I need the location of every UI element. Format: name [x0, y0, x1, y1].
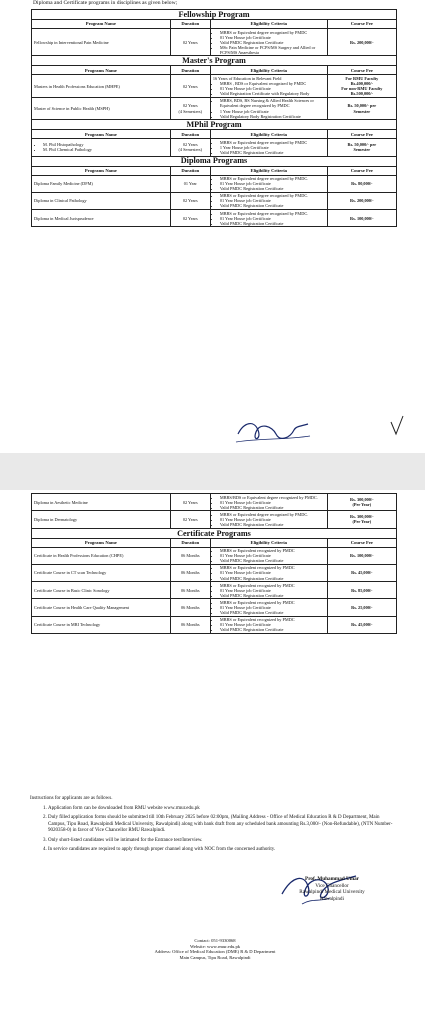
criteria-item: • MBBS or Equivalent degree recognized by PMDC.: [220, 193, 325, 198]
header-eligibility: Eligibility Criteria: [210, 20, 327, 29]
duration-cell: [170, 139, 210, 156]
eligibility-cell: [210, 75, 327, 97]
duration-cell: [170, 599, 210, 616]
program-name: Certificate Course in Health Care Quality Management: [32, 599, 171, 616]
eligibility-cell: [210, 97, 327, 119]
program-name: Certificate Course in MRI Technology: [32, 616, 171, 633]
eligibility-cell: [210, 582, 327, 599]
fellowship-program-title: Fellowship Program: [32, 10, 397, 20]
program-name: Certificate Course in Basic Clinic Sonology: [32, 582, 171, 599]
criteria-item: • Valid Regulatory Body Registration Certificate: [220, 114, 325, 119]
course-fee: Rs. 80,000/-: [351, 181, 373, 187]
criteria-list: [213, 193, 325, 208]
course-fee-cell: [327, 97, 396, 119]
table-row: [32, 582, 397, 599]
duration-cell: [170, 547, 210, 564]
program-name: Fellowship in Interventional Pain Medicine: [32, 29, 171, 56]
instruction-item: 2. Duly filled application forms should be submitted till 10th February 2025 before 02:00pm, (Mailing Address - Office of Medical Education R & D Department, Main Campus, Tipu Road, Rawalpindi Medical University, Rawalpindi) along with bank draft from any scheduled bank amounting Rs.3,000/- (Non-Refundable), (NTN Number-9020358-0) in favor of Vice Chancellor RMU Rawalpindi.: [48, 815, 396, 835]
table-header-row: [32, 538, 397, 547]
criteria-item: • Valid PMDC Registration Certificate: [220, 505, 325, 510]
eligibility-cell: [210, 616, 327, 633]
eligibility-cell: [210, 599, 327, 616]
criteria-list: [213, 617, 325, 632]
criteria-item: • 1 Year House job Certificate: [220, 109, 325, 114]
criteria-item: • MBBS or Equivalent recognized by PMDC: [220, 565, 325, 570]
table-row: [32, 97, 397, 119]
criteria-item: • MBBS or Equivalent recognized by PMDC: [220, 548, 325, 553]
course-fee: Rs. 85,000/-: [351, 587, 373, 593]
course-fee-line: (Per Year): [352, 519, 372, 525]
criteria-item: • MBBS or Equivalent degree recognized by PMDC.: [220, 211, 325, 216]
table-row: [32, 564, 397, 581]
table-row: [32, 547, 397, 564]
criteria-item: • 01 Year House job Certificate: [220, 570, 325, 575]
program-name: • M. Phil Histopathology: [43, 142, 168, 147]
course-fee: Rs. 200,000/-: [350, 198, 374, 204]
table-row: [32, 75, 397, 97]
criteria-list: [213, 30, 325, 55]
duration-value: 06 Months: [181, 553, 200, 559]
criteria-item: • Valid PMDC Registration Certificate: [220, 522, 325, 527]
course-fee-line: Rs. 50,000/- per: [347, 103, 377, 109]
header-duration: Duration: [170, 166, 210, 175]
duration-value: 02 Years: [182, 516, 198, 522]
course-fee-line: For RMU Faculty: [345, 75, 379, 81]
course-fee-cell: [327, 599, 396, 616]
criteria-item: • 01 Year House job Certificate: [220, 622, 325, 627]
duration-value: 02 Years: [182, 103, 198, 109]
duration-cell: [170, 511, 210, 528]
criteria-item: • MBBS or Equivalent degree recognized by PMDC: [220, 30, 325, 35]
header-eligibility: Eligibility Criteria: [210, 66, 327, 75]
duration-cell: [170, 494, 210, 511]
instructions-section: [30, 796, 396, 857]
criteria-item: • 01 Year House job Certificate: [220, 86, 325, 91]
course-fee: Rs. 100,000/-: [350, 215, 374, 221]
signature-scribble-1: [232, 412, 312, 446]
criteria-item: • Valid PMDC Registration Certificate: [220, 593, 325, 598]
mphil-program-title-row: [32, 120, 397, 130]
criteria-list: [213, 548, 325, 563]
course-fee: Rs. 25,000/-: [351, 605, 373, 610]
header-course-fee: Course Fee: [327, 66, 396, 75]
eligibility-cell: [210, 564, 327, 581]
document-page-2: [0, 490, 425, 1024]
duration-value: 02 Years: [182, 215, 198, 221]
criteria-item: • Valid PMDC Registration Certificate: [220, 558, 325, 563]
course-fee-line: (Per Year): [352, 502, 372, 508]
header-course-fee: Course Fee: [327, 20, 396, 29]
header-program-name: Program Name: [32, 20, 171, 29]
duration-cell: [170, 97, 210, 119]
course-fee-line: Rs.400,000/-: [350, 81, 374, 87]
criteria-list: [213, 495, 325, 510]
criteria-item: • Valid PMDC Registration Certificate: [220, 627, 325, 632]
criteria-item: • MBBS or Equivalent recognized by PMDC: [220, 600, 325, 605]
criteria-item: • 01 Year House job Certificate: [220, 198, 325, 203]
course-fee-cell: [327, 494, 396, 511]
course-fee: Rs. 200,000/-: [350, 39, 374, 45]
criteria-list: [213, 98, 325, 118]
course-fee-cell: [327, 564, 396, 581]
table-header-row: [32, 20, 397, 29]
criteria-item: • MBBS or Equivalent recognized by PMDC: [220, 583, 325, 588]
criteria-item: • MBBS or Equivalent degree recognized by PMDC: [220, 140, 325, 145]
table-row: [32, 210, 397, 227]
table-row: [32, 494, 397, 511]
course-fee-cell: [327, 210, 396, 227]
signatory-city: Rawalpindi: [320, 895, 344, 902]
criteria-item: • Valid PMDC Registration Certificate: [220, 40, 325, 45]
contact-phone: Contact: 051-9330068: [194, 938, 236, 943]
eligibility-cell: [210, 139, 327, 156]
criteria-list: [213, 565, 325, 580]
eligibility-cell: [210, 210, 327, 227]
table-header-row: [32, 166, 397, 175]
duration-semesters: (4 Semesters): [178, 108, 203, 114]
instructions-list: [30, 806, 396, 854]
course-fee: Rs. 45,000/-: [351, 570, 373, 576]
header-program-name: Programs Name: [32, 130, 171, 139]
criteria-item: • MBBS or Equivalent degree recognized by PMDC.: [220, 176, 325, 181]
signatory-org: Rawalpindi Medical University: [299, 889, 365, 895]
diploma-program-title: Diploma Programs: [32, 156, 397, 166]
program-name: Master of Science in Public Health (MSPH): [32, 97, 171, 119]
mphil-names-list: [34, 142, 168, 152]
header-program-name: Programs Name: [32, 538, 171, 547]
criteria-item: • 01 Year House job Certificate: [220, 35, 325, 40]
criteria-item: • 1 Year House job Certificate: [220, 145, 325, 150]
header-course-fee: Course Fee: [327, 166, 396, 175]
course-fee-line: Rs. 50,000/- per: [347, 142, 377, 148]
header-duration: Duration: [170, 20, 210, 29]
duration-value: 06 Months: [181, 622, 200, 628]
table-header-row: [32, 66, 397, 75]
criteria-item: • Valid PMDC Registration Certificate: [220, 150, 325, 155]
criteria-list: [213, 211, 325, 226]
instructions-heading: Instructions for applicants are as follows.: [30, 796, 113, 801]
duration-value: 02 Years: [182, 142, 198, 148]
contact-address-line-1: Address: Office of Medical Education (DME) R & D Department: [154, 949, 276, 955]
eligibility-cell: [210, 175, 327, 192]
program-name: Diploma in Dermatology: [32, 511, 171, 528]
fellowship-program-title-row: [32, 10, 397, 20]
eligibility-cell: [210, 547, 327, 564]
certificate-program-title-row: [32, 528, 397, 538]
signatory-name: Prof. Muhammad Umar: [305, 876, 359, 882]
table-row: [32, 29, 397, 56]
instruction-item: 4. In service candidates are required to apply through proper channel along with NOC from the concerned authority.: [48, 847, 396, 854]
course-fee-cell: [327, 139, 396, 156]
duration-cell: [170, 192, 210, 209]
course-fee-cell: [327, 616, 396, 633]
duration-value: 01 Year: [183, 181, 197, 187]
intro-text: Diploma and Certificate programs in disciplines as given below;: [33, 0, 178, 6]
duration-cell: [170, 582, 210, 599]
duration-value: 02 Years: [182, 499, 198, 505]
criteria-item: • MBBS , BDS or Equivalent recognized by PMDC: [220, 81, 325, 86]
course-fee: Rs. 100,000/-: [350, 553, 374, 559]
program-name: • M. Phil Chemical Pathology: [43, 147, 168, 152]
criteria-item: • MBBS, BDS, BS Nursing & Allied Health Sciences or Equivalent degree recognized by PMDC: [220, 98, 325, 108]
header-duration: Duration: [170, 66, 210, 75]
course-fee-cell: [327, 29, 396, 56]
criteria-item: • Valid PMDC Registration Certificate: [220, 221, 325, 226]
check-mark-icon: [390, 414, 404, 436]
course-fee-line: Rs.500,000/-: [350, 91, 374, 97]
criteria-item: • Valid PMDC Registration Certificate: [220, 186, 325, 191]
criteria-item: • Valid PMDC Registration Certificate: [220, 610, 325, 615]
contact-address-line-2: Main Campus, Tipu Road, Rawalpindi: [179, 954, 251, 960]
eligibility-cell: [210, 511, 327, 528]
criteria-item: • 01 Year House job Certificate: [220, 500, 325, 505]
table-row: [32, 599, 397, 616]
course-fee-line: Semester: [353, 108, 371, 114]
criteria-item: • MBBS/BDS or Equivalent degree recognized by PMDC.: [220, 495, 325, 500]
course-fee: Rs. 45,000/-: [351, 622, 373, 628]
instruction-item: 1. Application form can be downloaded from RMU website www.rmur.edu.pk: [48, 806, 396, 813]
course-fee-cell: [327, 175, 396, 192]
duration-cell: [170, 29, 210, 56]
duration-value: 06 Months: [181, 570, 200, 576]
duration-value: 06 Months: [181, 605, 200, 610]
criteria-item: • MBBS or Equivalent degree recognized by PMDC.: [220, 512, 325, 517]
eligibility-cell: [210, 192, 327, 209]
certificate-program-title: Certificate Programs: [32, 528, 397, 538]
program-name: Certificate in Health Professions Education (CHPE): [32, 547, 171, 564]
mphil-names-cell: [32, 139, 171, 156]
signatory-title: Vice Chancellor: [315, 882, 349, 889]
signatory-block: [262, 876, 402, 902]
criteria-list: [213, 81, 325, 96]
header-eligibility: Eligibility Criteria: [210, 538, 327, 547]
criteria-item: • MSc Pain Medicine or FCPS/MS Surgery and Allied or FCPS/MS Anaesthesia: [220, 45, 325, 55]
course-fee-cell: [327, 547, 396, 564]
criteria-item: • 01 Year House job Certificate: [220, 181, 325, 186]
contact-block: [90, 938, 340, 960]
header-program-name: Programs Name: [32, 166, 171, 175]
criteria-item: • Valid PMDC Registration Certificate: [220, 203, 325, 208]
duration-value: 06 Months: [181, 587, 200, 593]
eligibility-cell: [210, 29, 327, 56]
duration-cell: [170, 210, 210, 227]
criteria-item: • 01 Year House job Certificate: [220, 588, 325, 593]
course-fee-cell: [327, 75, 396, 97]
program-name: Diploma in Medical Jurisprudence: [32, 210, 171, 227]
header-duration: Duration: [170, 538, 210, 547]
program-name: Diploma in Aesthetic Medicine: [32, 494, 171, 511]
criteria-plain: 16 Years of Education in Relevant Field: [212, 75, 282, 81]
program-name: Masters in Health Professions Education (MHPE): [32, 75, 171, 97]
criteria-item: • 01 Year House job Certificate: [220, 517, 325, 522]
header-eligibility: Eligibility Criteria: [210, 166, 327, 175]
header-program-name: Programs Name: [32, 66, 171, 75]
criteria-list: [213, 600, 325, 615]
masters-program-title-row: [32, 56, 397, 66]
program-name: Diploma in Clinical Pathology: [32, 192, 171, 209]
table-row: [32, 175, 397, 192]
table-row: [32, 192, 397, 209]
duration-semesters: (4 Semesters): [178, 147, 203, 153]
programs-table-page-2: [31, 493, 397, 634]
table-row: [32, 511, 397, 528]
course-fee-line: Semester: [353, 147, 371, 153]
criteria-list: [213, 583, 325, 598]
criteria-item: • 01 Year House job Certificate: [220, 605, 325, 610]
criteria-item: • Valid PMDC Registration Certificate: [220, 576, 325, 581]
criteria-item: • 01 Year House job Certificate: [220, 216, 325, 221]
duration-cell: [170, 75, 210, 97]
header-eligibility: Eligibility Criteria: [210, 130, 327, 139]
program-name: Certificate Course in CT scan Technology: [32, 564, 171, 581]
course-fee-cell: [327, 192, 396, 209]
duration-cell: [170, 175, 210, 192]
mphil-program-title: MPhil Program: [32, 120, 397, 130]
instruction-item: 3. Only short-listed candidates will be intimated for the Entrance test/Interview.: [48, 838, 396, 845]
course-fee-cell: [327, 582, 396, 599]
diploma-program-title-row: [32, 156, 397, 166]
course-fee-line: For non-RMU Faculty: [341, 86, 383, 92]
criteria-item: • MBBS or Equivalent recognized by PMDC: [220, 617, 325, 622]
criteria-list: [213, 176, 325, 191]
criteria-item: • Valid Registration Certificate with Regulatory Body: [220, 91, 325, 96]
duration-cell: [170, 564, 210, 581]
duration-value: 02 Years: [182, 198, 198, 204]
duration-value: 02 Years: [182, 39, 198, 45]
table-row: [32, 616, 397, 633]
header-course-fee: Course Fee: [327, 538, 396, 547]
duration-value: 02 Years: [182, 83, 198, 89]
criteria-item: • 01 Year House job Certificate: [220, 553, 325, 558]
course-fee-line: Rs. 300,000/-: [350, 514, 374, 520]
criteria-list: [213, 140, 325, 155]
course-fee-line: Rs. 300,000/-: [350, 497, 374, 503]
course-fee-cell: [327, 511, 396, 528]
table-row: [32, 139, 397, 156]
table-header-row: [32, 130, 397, 139]
document-page-1: [0, 0, 425, 453]
masters-program-title: Master's Program: [32, 56, 397, 66]
header-course-fee: Course Fee: [327, 130, 396, 139]
program-name: Diploma Family Medicine (DFM): [32, 175, 171, 192]
criteria-list: [213, 512, 325, 527]
programs-table-page-1: [31, 9, 397, 227]
duration-cell: [170, 616, 210, 633]
header-duration: Duration: [170, 130, 210, 139]
eligibility-cell: [210, 494, 327, 511]
contact-website[interactable]: Website: www.rmur.edu.pk: [189, 943, 241, 949]
